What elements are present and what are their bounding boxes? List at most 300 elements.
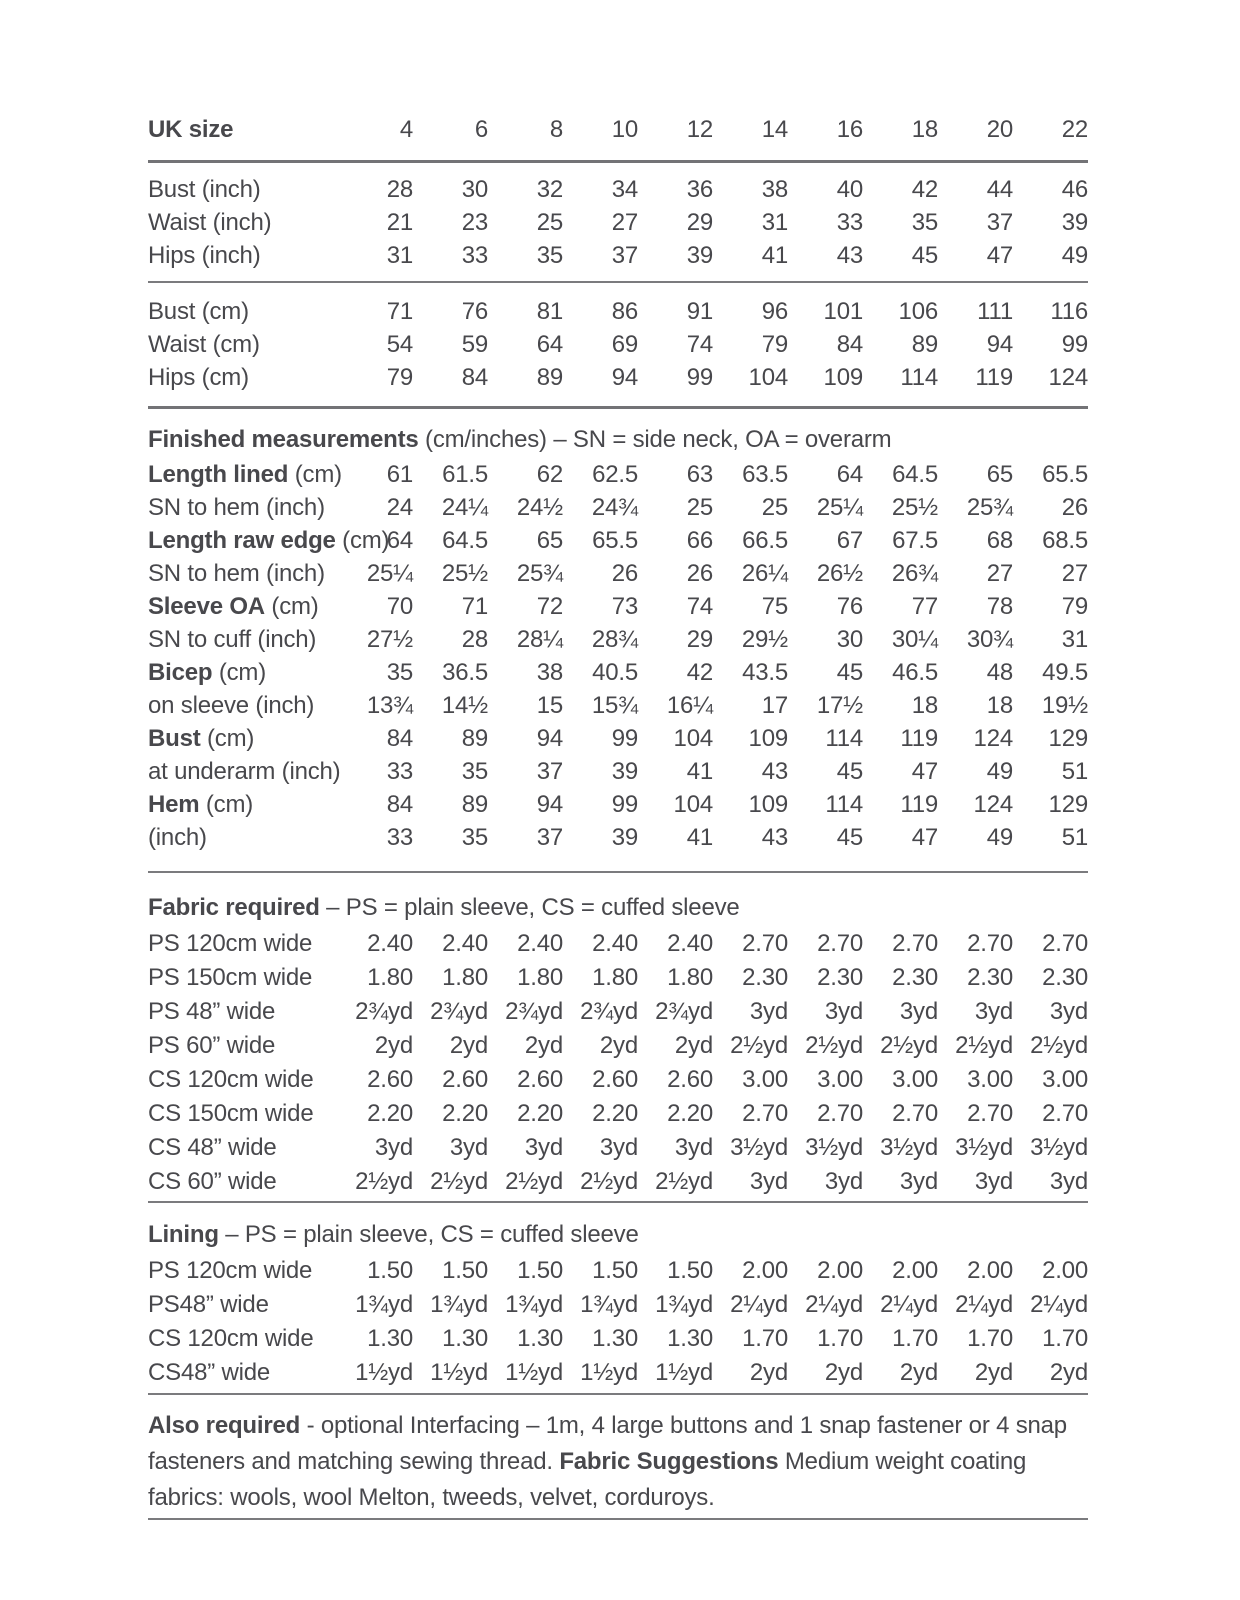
value-cell: 89 (911, 330, 938, 358)
value-cell: 25¼ (366, 559, 413, 587)
row-label: CS 150cm wide (148, 1100, 314, 1127)
size-header-cell: 8 (549, 115, 563, 143)
value-cell: 71 (461, 592, 488, 620)
also-required-text: - optional Interfacing – 1m, 4 large buttons and 1 snap fastener or 4 snap fasteners and matching sewing thread. (148, 1412, 1067, 1475)
size-header-cell: 16 (836, 115, 863, 143)
value-cell: 104 (748, 363, 788, 391)
size-header-cell: 20 (986, 115, 1013, 143)
value-cell: 76 (836, 592, 863, 620)
value-cell: 2¾yd (430, 998, 488, 1025)
row-label: Length raw edge (cm) (148, 526, 390, 554)
value-cell: 29½ (741, 625, 788, 653)
value-cell: 54 (386, 330, 413, 358)
value-cell: 64 (386, 526, 413, 554)
value-cell: 3½yd (1030, 1134, 1088, 1161)
value-cell: 43 (761, 823, 788, 851)
value-cell: 75 (761, 592, 788, 620)
value-cell: 37 (986, 208, 1013, 236)
value-cell: 3.00 (742, 1066, 788, 1093)
value-cell: 49 (986, 757, 1013, 785)
value-cell: 47 (911, 823, 938, 851)
value-cell: 119 (975, 363, 1013, 391)
fabric-suggestions-label: Fabric Suggestions (559, 1448, 779, 1475)
value-cell: 94 (536, 790, 563, 818)
value-cell: 114 (900, 363, 938, 391)
value-cell: 39 (611, 757, 638, 785)
value-cell: 119 (900, 724, 938, 752)
value-cell: 26 (686, 559, 713, 587)
value-cell: 38 (761, 175, 788, 203)
value-cell: 2½yd (955, 1032, 1013, 1059)
value-cell: 28¼ (516, 625, 563, 653)
table-row (148, 1165, 1088, 1199)
value-cell: 2.20 (442, 1100, 488, 1127)
value-cell: 2.30 (742, 964, 788, 991)
value-cell: 124 (973, 790, 1013, 818)
table-row (148, 927, 1088, 961)
value-cell: 78 (986, 592, 1013, 620)
value-cell: 18 (911, 691, 938, 719)
value-cell: 2.20 (592, 1100, 638, 1127)
value-cell: 67.5 (892, 526, 938, 554)
value-cell: 2¼yd (955, 1291, 1013, 1318)
finished-measurements-title-rest: (cm/inches) – SN = side neck, OA = overarm (418, 426, 892, 453)
value-cell: 2.20 (667, 1100, 713, 1127)
value-cell: 61 (386, 460, 413, 488)
divider-rule (148, 406, 1088, 409)
value-cell: 2½yd (505, 1168, 563, 1195)
fabric-suggestions-text: Medium weight coating fabrics: wools, wool Melton, tweeds, velvet, corduroys. (148, 1448, 1027, 1511)
table-row (148, 821, 1088, 854)
value-cell: 27½ (366, 625, 413, 653)
value-cell: 2.00 (892, 1257, 938, 1284)
row-label: Bust (cm) (148, 724, 255, 752)
value-cell: 2.70 (817, 930, 863, 957)
value-cell: 24¾ (591, 493, 638, 521)
value-cell: 65.5 (1042, 460, 1088, 488)
value-cell: 119 (900, 790, 938, 818)
table-row (148, 656, 1088, 689)
value-cell: 1½yd (580, 1359, 638, 1386)
value-cell: 29 (686, 625, 713, 653)
table-row (148, 491, 1088, 524)
value-cell: 1.50 (517, 1257, 563, 1284)
value-cell: 43 (836, 241, 863, 269)
value-cell: 33 (386, 757, 413, 785)
value-cell: 28 (386, 175, 413, 203)
value-cell: 40.5 (592, 658, 638, 686)
value-cell: 3yd (449, 1134, 488, 1161)
row-label: (inch) (148, 823, 207, 851)
value-cell: 2¾yd (505, 998, 563, 1025)
row-label: Sleeve OA (cm) (148, 592, 319, 620)
value-cell: 109 (823, 363, 863, 391)
value-cell: 45 (836, 757, 863, 785)
value-cell: 2½yd (655, 1168, 713, 1195)
value-cell: 104 (673, 724, 713, 752)
value-cell: 2.70 (1042, 1100, 1088, 1127)
value-cell: 2.70 (967, 1100, 1013, 1127)
value-cell: 1.50 (667, 1257, 713, 1284)
value-cell: 24½ (516, 493, 563, 521)
value-cell: 37 (536, 823, 563, 851)
value-cell: 1½yd (655, 1359, 713, 1386)
value-cell: 99 (611, 724, 638, 752)
table-row (148, 524, 1088, 557)
value-cell: 1.70 (967, 1325, 1013, 1352)
value-cell: 1.80 (367, 964, 413, 991)
table-row (148, 173, 1088, 206)
value-cell: 18 (986, 691, 1013, 719)
value-cell: 45 (836, 823, 863, 851)
value-cell: 2.70 (892, 930, 938, 957)
row-label: CS 120cm wide (148, 1325, 314, 1352)
value-cell: 2.40 (367, 930, 413, 957)
value-cell: 81 (536, 297, 563, 325)
value-cell: 3½yd (880, 1134, 938, 1161)
value-cell: 2½yd (355, 1168, 413, 1195)
row-label: Length lined (cm) (148, 460, 342, 488)
value-cell: 21 (386, 208, 413, 236)
table-row (148, 1131, 1088, 1165)
value-cell: 25¾ (966, 493, 1013, 521)
value-cell: 23 (461, 208, 488, 236)
table-row (148, 1029, 1088, 1063)
size-header-cell: 12 (686, 115, 713, 143)
value-cell: 1¾yd (430, 1291, 488, 1318)
value-cell: 68.5 (1042, 526, 1088, 554)
row-label: Hem (cm) (148, 790, 254, 818)
value-cell: 32 (536, 175, 563, 203)
value-cell: 63.5 (742, 460, 788, 488)
value-cell: 2¾yd (580, 998, 638, 1025)
value-cell: 43 (761, 757, 788, 785)
value-cell: 2yd (449, 1032, 488, 1059)
value-cell: 101 (823, 297, 863, 325)
value-cell: 2.30 (967, 964, 1013, 991)
row-label: Hips (inch) (148, 241, 261, 269)
value-cell: 84 (386, 724, 413, 752)
value-cell: 25½ (891, 493, 938, 521)
value-cell: 41 (686, 757, 713, 785)
size-header-cell: 22 (1061, 115, 1088, 143)
value-cell: 89 (461, 790, 488, 818)
value-cell: 129 (1048, 790, 1088, 818)
value-cell: 2.60 (592, 1066, 638, 1093)
value-cell: 116 (1050, 297, 1088, 325)
value-cell: 2½yd (805, 1032, 863, 1059)
table-row (148, 1322, 1088, 1356)
value-cell: 2yd (824, 1359, 863, 1386)
also-required-label: Also required (148, 1412, 301, 1439)
value-cell: 1.30 (592, 1325, 638, 1352)
value-cell: 2.70 (1042, 930, 1088, 957)
value-cell: 15 (536, 691, 563, 719)
value-cell: 44 (986, 175, 1013, 203)
value-cell: 15¾ (591, 691, 638, 719)
value-cell: 16¼ (666, 691, 713, 719)
value-cell: 3yd (1049, 1168, 1088, 1195)
row-label: PS 120cm wide (148, 1257, 313, 1284)
value-cell: 13¾ (366, 691, 413, 719)
value-cell: 2¼yd (1030, 1291, 1088, 1318)
value-cell: 74 (686, 330, 713, 358)
lining-title-rest: – PS = plain sleeve, CS = cuffed sleeve (218, 1221, 639, 1248)
value-cell: 26½ (816, 559, 863, 587)
value-cell: 2.60 (667, 1066, 713, 1093)
table-row (148, 755, 1088, 788)
value-cell: 31 (761, 208, 788, 236)
divider-rule (148, 871, 1088, 873)
value-cell: 124 (1048, 363, 1088, 391)
value-cell: 66.5 (742, 526, 788, 554)
value-cell: 2¼yd (730, 1291, 788, 1318)
value-cell: 25¼ (816, 493, 863, 521)
value-cell: 77 (911, 592, 938, 620)
value-cell: 30¾ (966, 625, 1013, 653)
value-cell: 35 (461, 757, 488, 785)
value-cell: 1¾yd (505, 1291, 563, 1318)
value-cell: 64 (836, 460, 863, 488)
value-cell: 2.00 (967, 1257, 1013, 1284)
value-cell: 36 (686, 175, 713, 203)
value-cell: 106 (898, 297, 938, 325)
value-cell: 76 (461, 297, 488, 325)
value-cell: 41 (686, 823, 713, 851)
value-cell: 3yd (749, 998, 788, 1025)
value-cell: 37 (611, 241, 638, 269)
value-cell: 2.40 (442, 930, 488, 957)
value-cell: 64 (536, 330, 563, 358)
value-cell: 28¾ (591, 625, 638, 653)
size-header-cell: 14 (761, 115, 788, 143)
value-cell: 61.5 (442, 460, 488, 488)
row-label: PS48” wide (148, 1291, 269, 1318)
value-cell: 3.00 (817, 1066, 863, 1093)
value-cell: 45 (836, 658, 863, 686)
value-cell: 89 (536, 363, 563, 391)
value-cell: 3yd (374, 1134, 413, 1161)
value-cell: 43.5 (742, 658, 788, 686)
value-cell: 25 (761, 493, 788, 521)
value-cell: 3yd (524, 1134, 563, 1161)
value-cell: 1.30 (367, 1325, 413, 1352)
value-cell: 2.40 (592, 930, 638, 957)
value-cell: 1½yd (430, 1359, 488, 1386)
value-cell: 64.5 (442, 526, 488, 554)
value-cell: 66 (686, 526, 713, 554)
value-cell: 37 (536, 757, 563, 785)
value-cell: 46 (1061, 175, 1088, 203)
table-row (148, 995, 1088, 1029)
value-cell: 64.5 (892, 460, 938, 488)
table-row (148, 590, 1088, 623)
value-cell: 1.80 (667, 964, 713, 991)
value-cell: 40 (836, 175, 863, 203)
value-cell: 79 (386, 363, 413, 391)
divider-rule (148, 1518, 1088, 1520)
finished-measurements-table (148, 458, 1088, 854)
value-cell: 62.5 (592, 460, 638, 488)
value-cell: 33 (386, 823, 413, 851)
value-cell: 71 (386, 297, 413, 325)
value-cell: 2¾yd (355, 998, 413, 1025)
lining-title (148, 1218, 1088, 1252)
value-cell: 2.60 (442, 1066, 488, 1093)
table-row (148, 689, 1088, 722)
value-cell: 1.50 (367, 1257, 413, 1284)
value-cell: 84 (386, 790, 413, 818)
value-cell: 1¾yd (655, 1291, 713, 1318)
value-cell: 109 (748, 724, 788, 752)
value-cell: 94 (536, 724, 563, 752)
value-cell: 94 (611, 363, 638, 391)
size-header-cell: 10 (611, 115, 638, 143)
value-cell: 2¼yd (880, 1291, 938, 1318)
row-label: PS 150cm wide (148, 964, 313, 991)
value-cell: 2.70 (742, 930, 788, 957)
value-cell: 2½yd (730, 1032, 788, 1059)
value-cell: 84 (461, 363, 488, 391)
size-header-cell: 18 (911, 115, 938, 143)
value-cell: 45 (911, 241, 938, 269)
body-measurements-inch-table (148, 173, 1088, 272)
value-cell: 79 (761, 330, 788, 358)
value-cell: 62 (536, 460, 563, 488)
value-cell: 3yd (599, 1134, 638, 1161)
table-row (148, 788, 1088, 821)
divider-rule (148, 160, 1088, 163)
value-cell: 3yd (824, 998, 863, 1025)
value-cell: 99 (1061, 330, 1088, 358)
value-cell: 1¾yd (580, 1291, 638, 1318)
value-cell: 1.30 (667, 1325, 713, 1352)
value-cell: 42 (686, 658, 713, 686)
value-cell: 35 (386, 658, 413, 686)
value-cell: 24¼ (441, 493, 488, 521)
value-cell: 39 (611, 823, 638, 851)
value-cell: 39 (686, 241, 713, 269)
value-cell: 94 (986, 330, 1013, 358)
value-cell: 1.70 (742, 1325, 788, 1352)
value-cell: 2.60 (517, 1066, 563, 1093)
value-cell: 114 (825, 790, 863, 818)
value-cell: 2.70 (817, 1100, 863, 1127)
value-cell: 2yd (974, 1359, 1013, 1386)
value-cell: 2.70 (967, 930, 1013, 957)
row-label: CS 120cm wide (148, 1066, 314, 1093)
value-cell: 63 (686, 460, 713, 488)
value-cell: 1.50 (442, 1257, 488, 1284)
value-cell: 46.5 (892, 658, 938, 686)
divider-rule (148, 1201, 1088, 1203)
value-cell: 91 (686, 297, 713, 325)
value-cell: 2.40 (517, 930, 563, 957)
value-cell: 27 (1061, 559, 1088, 587)
table-row (148, 1254, 1088, 1288)
value-cell: 26 (1061, 493, 1088, 521)
value-cell: 30 (461, 175, 488, 203)
value-cell: 1.30 (442, 1325, 488, 1352)
body-measurements-cm-table (148, 295, 1088, 394)
value-cell: 67 (836, 526, 863, 554)
row-label: Bicep (cm) (148, 658, 267, 686)
value-cell: 2.20 (367, 1100, 413, 1127)
value-cell: 3½yd (805, 1134, 863, 1161)
value-cell: 65 (986, 460, 1013, 488)
value-cell: 2.40 (667, 930, 713, 957)
value-cell: 27 (986, 559, 1013, 587)
value-cell: 99 (686, 363, 713, 391)
row-label: SN to cuff (inch) (148, 625, 317, 653)
row-label: PS 60” wide (148, 1032, 276, 1059)
value-cell: 74 (686, 592, 713, 620)
value-cell: 39 (1061, 208, 1088, 236)
value-cell: 1.80 (517, 964, 563, 991)
row-label: on sleeve (inch) (148, 691, 315, 719)
value-cell: 3½yd (730, 1134, 788, 1161)
table-row (148, 623, 1088, 656)
row-label: SN to hem (inch) (148, 493, 325, 521)
row-label: CS 60” wide (148, 1168, 277, 1195)
value-cell: 2.70 (742, 1100, 788, 1127)
value-cell: 51 (1061, 823, 1088, 851)
value-cell: 3yd (824, 1168, 863, 1195)
value-cell: 1½yd (505, 1359, 563, 1386)
value-cell: 38 (536, 658, 563, 686)
value-cell: 35 (911, 208, 938, 236)
value-cell: 34 (611, 175, 638, 203)
body-measurements-table (148, 113, 1088, 146)
value-cell: 17½ (816, 691, 863, 719)
value-cell: 3.00 (892, 1066, 938, 1093)
value-cell: 17 (761, 691, 788, 719)
value-cell: 2yd (1049, 1359, 1088, 1386)
value-cell: 3yd (974, 1168, 1013, 1195)
value-cell: 3yd (899, 998, 938, 1025)
table-row (148, 1288, 1088, 1322)
value-cell: 35 (536, 241, 563, 269)
row-label: CS 48” wide (148, 1134, 277, 1161)
value-cell: 2yd (599, 1032, 638, 1059)
value-cell: 33 (836, 208, 863, 236)
value-cell: 124 (973, 724, 1013, 752)
value-cell: 68 (986, 526, 1013, 554)
table-row (148, 239, 1088, 272)
value-cell: 2.70 (892, 1100, 938, 1127)
value-cell: 84 (836, 330, 863, 358)
value-cell: 35 (461, 823, 488, 851)
lining-table (148, 1254, 1088, 1390)
value-cell: 96 (761, 297, 788, 325)
value-cell: 26¾ (891, 559, 938, 587)
value-cell: 2.30 (892, 964, 938, 991)
value-cell: 65.5 (592, 526, 638, 554)
row-label: PS 120cm wide (148, 930, 313, 957)
value-cell: 2.00 (817, 1257, 863, 1284)
value-cell: 3yd (674, 1134, 713, 1161)
value-cell: 104 (673, 790, 713, 818)
table-row (148, 361, 1088, 394)
value-cell: 47 (911, 757, 938, 785)
value-cell: 2yd (674, 1032, 713, 1059)
value-cell: 27 (611, 208, 638, 236)
value-cell: 2.00 (742, 1257, 788, 1284)
row-label: Bust (cm) (148, 297, 249, 325)
value-cell: 1.80 (592, 964, 638, 991)
table-row (148, 458, 1088, 491)
fabric-required-title-rest: – PS = plain sleeve, CS = cuffed sleeve (319, 894, 740, 921)
